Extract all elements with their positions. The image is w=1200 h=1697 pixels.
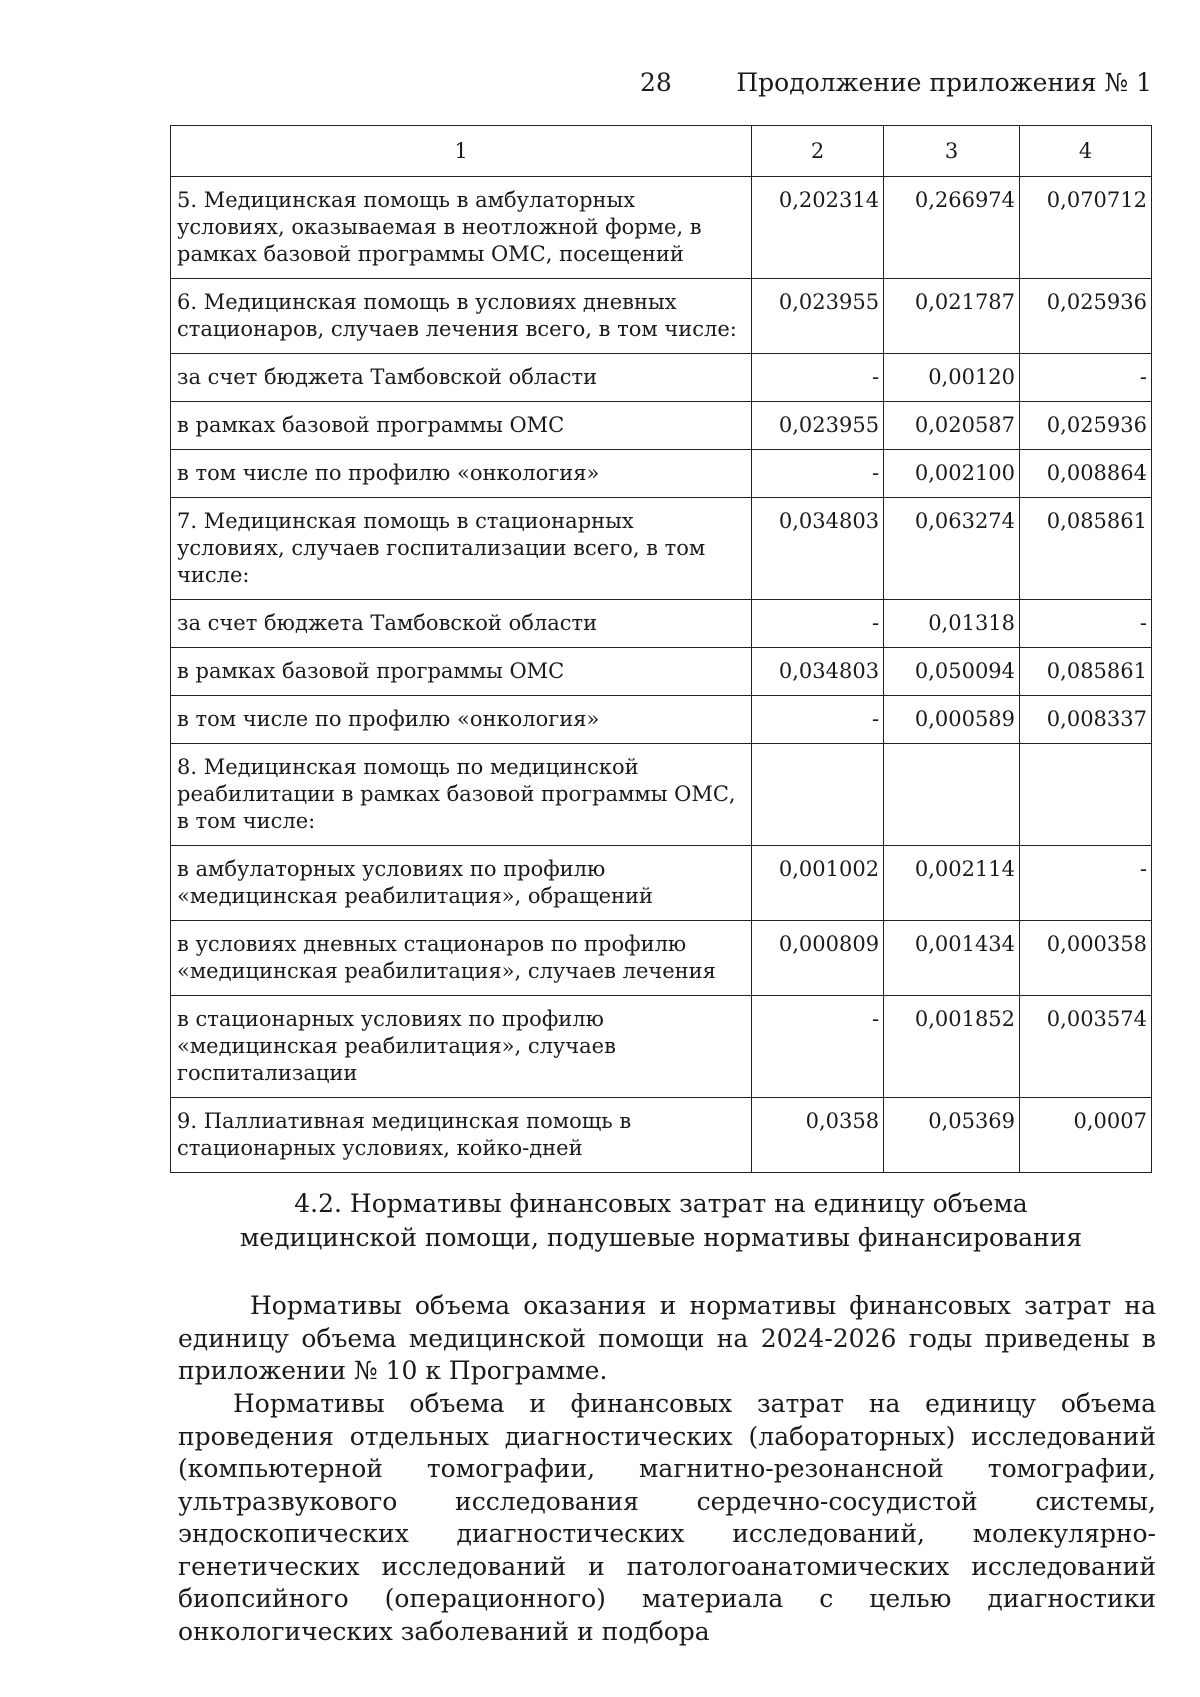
cell-value: 0,034803: [752, 648, 884, 696]
continuation-label: Продолжение приложения № 1: [736, 68, 1152, 97]
cell-value: [1020, 744, 1152, 846]
table-row: [171, 648, 1152, 696]
cell-value: 0,0007: [1020, 1098, 1152, 1173]
cell-value: 0,001002: [752, 846, 884, 921]
section-title-line: медицинской помощи, подушевые нормативы финансирования: [239, 1223, 1083, 1252]
cell-value: 0,025936: [1020, 402, 1152, 450]
cell-value: -: [1020, 354, 1152, 402]
cell-value: 0,034803: [752, 498, 884, 600]
paragraph: Нормативы объема оказания и нормативы финансовых затрат на единицу объема медицинской помощи на 2024-2026 годы приведены в приложении № 10 к Программе.: [178, 1291, 1156, 1385]
table-row: [171, 696, 1152, 744]
cell-value: 0,000809: [752, 921, 884, 996]
cell-value: -: [752, 696, 884, 744]
table-row: [171, 1098, 1152, 1173]
table-header-row: [171, 126, 1152, 177]
table-row: [171, 177, 1152, 279]
table-row: [171, 846, 1152, 921]
table-row: [171, 279, 1152, 354]
row-label: в том числе по профилю «онкология»: [171, 450, 752, 498]
cell-value: 0,023955: [752, 402, 884, 450]
cell-value: [752, 744, 884, 846]
cell-value: 0,001434: [884, 921, 1020, 996]
cell-value: 0,001852: [884, 996, 1020, 1098]
page-number: 28: [640, 68, 672, 97]
cell-value: 0,266974: [884, 177, 1020, 279]
row-label: в стационарных условиях по профилю «медицинская реабилитация», случаев госпитализации: [171, 996, 752, 1098]
row-label: 7. Медицинская помощь в стационарных условиях, случаев госпитализации всего, в том числе:: [171, 498, 752, 600]
section-title: [170, 1187, 1152, 1255]
cell-value: -: [1020, 846, 1152, 921]
row-label: в том числе по профилю «онкология»: [171, 696, 752, 744]
table-body: [171, 126, 1152, 1173]
column-header: 4: [1020, 126, 1152, 177]
cell-value: 0,002114: [884, 846, 1020, 921]
cell-value: [884, 744, 1020, 846]
cell-value: 0,025936: [1020, 279, 1152, 354]
cell-value: 0,202314: [752, 177, 884, 279]
cell-value: 0,085861: [1020, 498, 1152, 600]
row-label: за счет бюджета Тамбовской области: [171, 354, 752, 402]
row-label: за счет бюджета Тамбовской области: [171, 600, 752, 648]
table-row: [171, 744, 1152, 846]
cell-value: 0,000358: [1020, 921, 1152, 996]
cell-value: 0,023955: [752, 279, 884, 354]
table-row: [171, 498, 1152, 600]
cell-value: 0,003574: [1020, 996, 1152, 1098]
row-label: в рамках базовой программы ОМС: [171, 402, 752, 450]
cell-value: 0,00120: [884, 354, 1020, 402]
cell-value: -: [752, 600, 884, 648]
cell-value: -: [1020, 600, 1152, 648]
row-label: 5. Медицинская помощь в амбулаторных условиях, оказываемая в неотложной форме, в рамках базовой программы ОМС, посещений: [171, 177, 752, 279]
table-row: [171, 354, 1152, 402]
cell-value: -: [752, 996, 884, 1098]
cell-value: 0,008864: [1020, 450, 1152, 498]
cell-value: 0,05369: [884, 1098, 1020, 1173]
row-label: в амбулаторных условиях по профилю «медицинская реабилитация», обращений: [171, 846, 752, 921]
column-header: 3: [884, 126, 1020, 177]
column-header: 1: [171, 126, 752, 177]
row-label: 9. Паллиативная медицинская помощь в стационарных условиях, койко-дней: [171, 1098, 752, 1173]
cell-value: 0,063274: [884, 498, 1020, 600]
row-label: в условиях дневных стационаров по профилю «медицинская реабилитация», случаев лечения: [171, 921, 752, 996]
section-title-line: 4.2. Нормативы финансовых затрат на единицу объема: [294, 1189, 1028, 1218]
cell-value: 0,070712: [1020, 177, 1152, 279]
paragraph: Нормативы объема и финансовых затрат на единицу объема проведения отдельных диагностических (лабораторных) исследований (компьютерной томографии, магнитно-резонансной томографии, ультразвукового исследования сердечно-сосудистой системы, эндоскопических диагностических исследований, молекулярно-генетических исследований и патологоанатомических исследований биопсийного (операционного) материала с целью диагностики онкологических заболеваний и подбора: [178, 1389, 1156, 1646]
row-label: в рамках базовой программы ОМС: [171, 648, 752, 696]
cell-value: 0,085861: [1020, 648, 1152, 696]
table-row: [171, 402, 1152, 450]
cell-value: 0,021787: [884, 279, 1020, 354]
row-label: 8. Медицинская помощь по медицинской реабилитации в рамках базовой программы ОМС, в том числе:: [171, 744, 752, 846]
table-row: [171, 921, 1152, 996]
cell-value: 0,01318: [884, 600, 1020, 648]
cell-value: 0,000589: [884, 696, 1020, 744]
cell-value: 0,002100: [884, 450, 1020, 498]
table-row: [171, 450, 1152, 498]
table-row: [171, 600, 1152, 648]
table-row: [171, 996, 1152, 1098]
column-header: 2: [752, 126, 884, 177]
row-label: 6. Медицинская помощь в условиях дневных стационаров, случаев лечения всего, в том числе:: [171, 279, 752, 354]
cell-value: 0,050094: [884, 648, 1020, 696]
cell-value: -: [752, 354, 884, 402]
cell-value: -: [752, 450, 884, 498]
cell-value: 0,008337: [1020, 696, 1152, 744]
cell-value: 0,0358: [752, 1098, 884, 1173]
norms-table: [170, 125, 1152, 1173]
cell-value: 0,020587: [884, 402, 1020, 450]
